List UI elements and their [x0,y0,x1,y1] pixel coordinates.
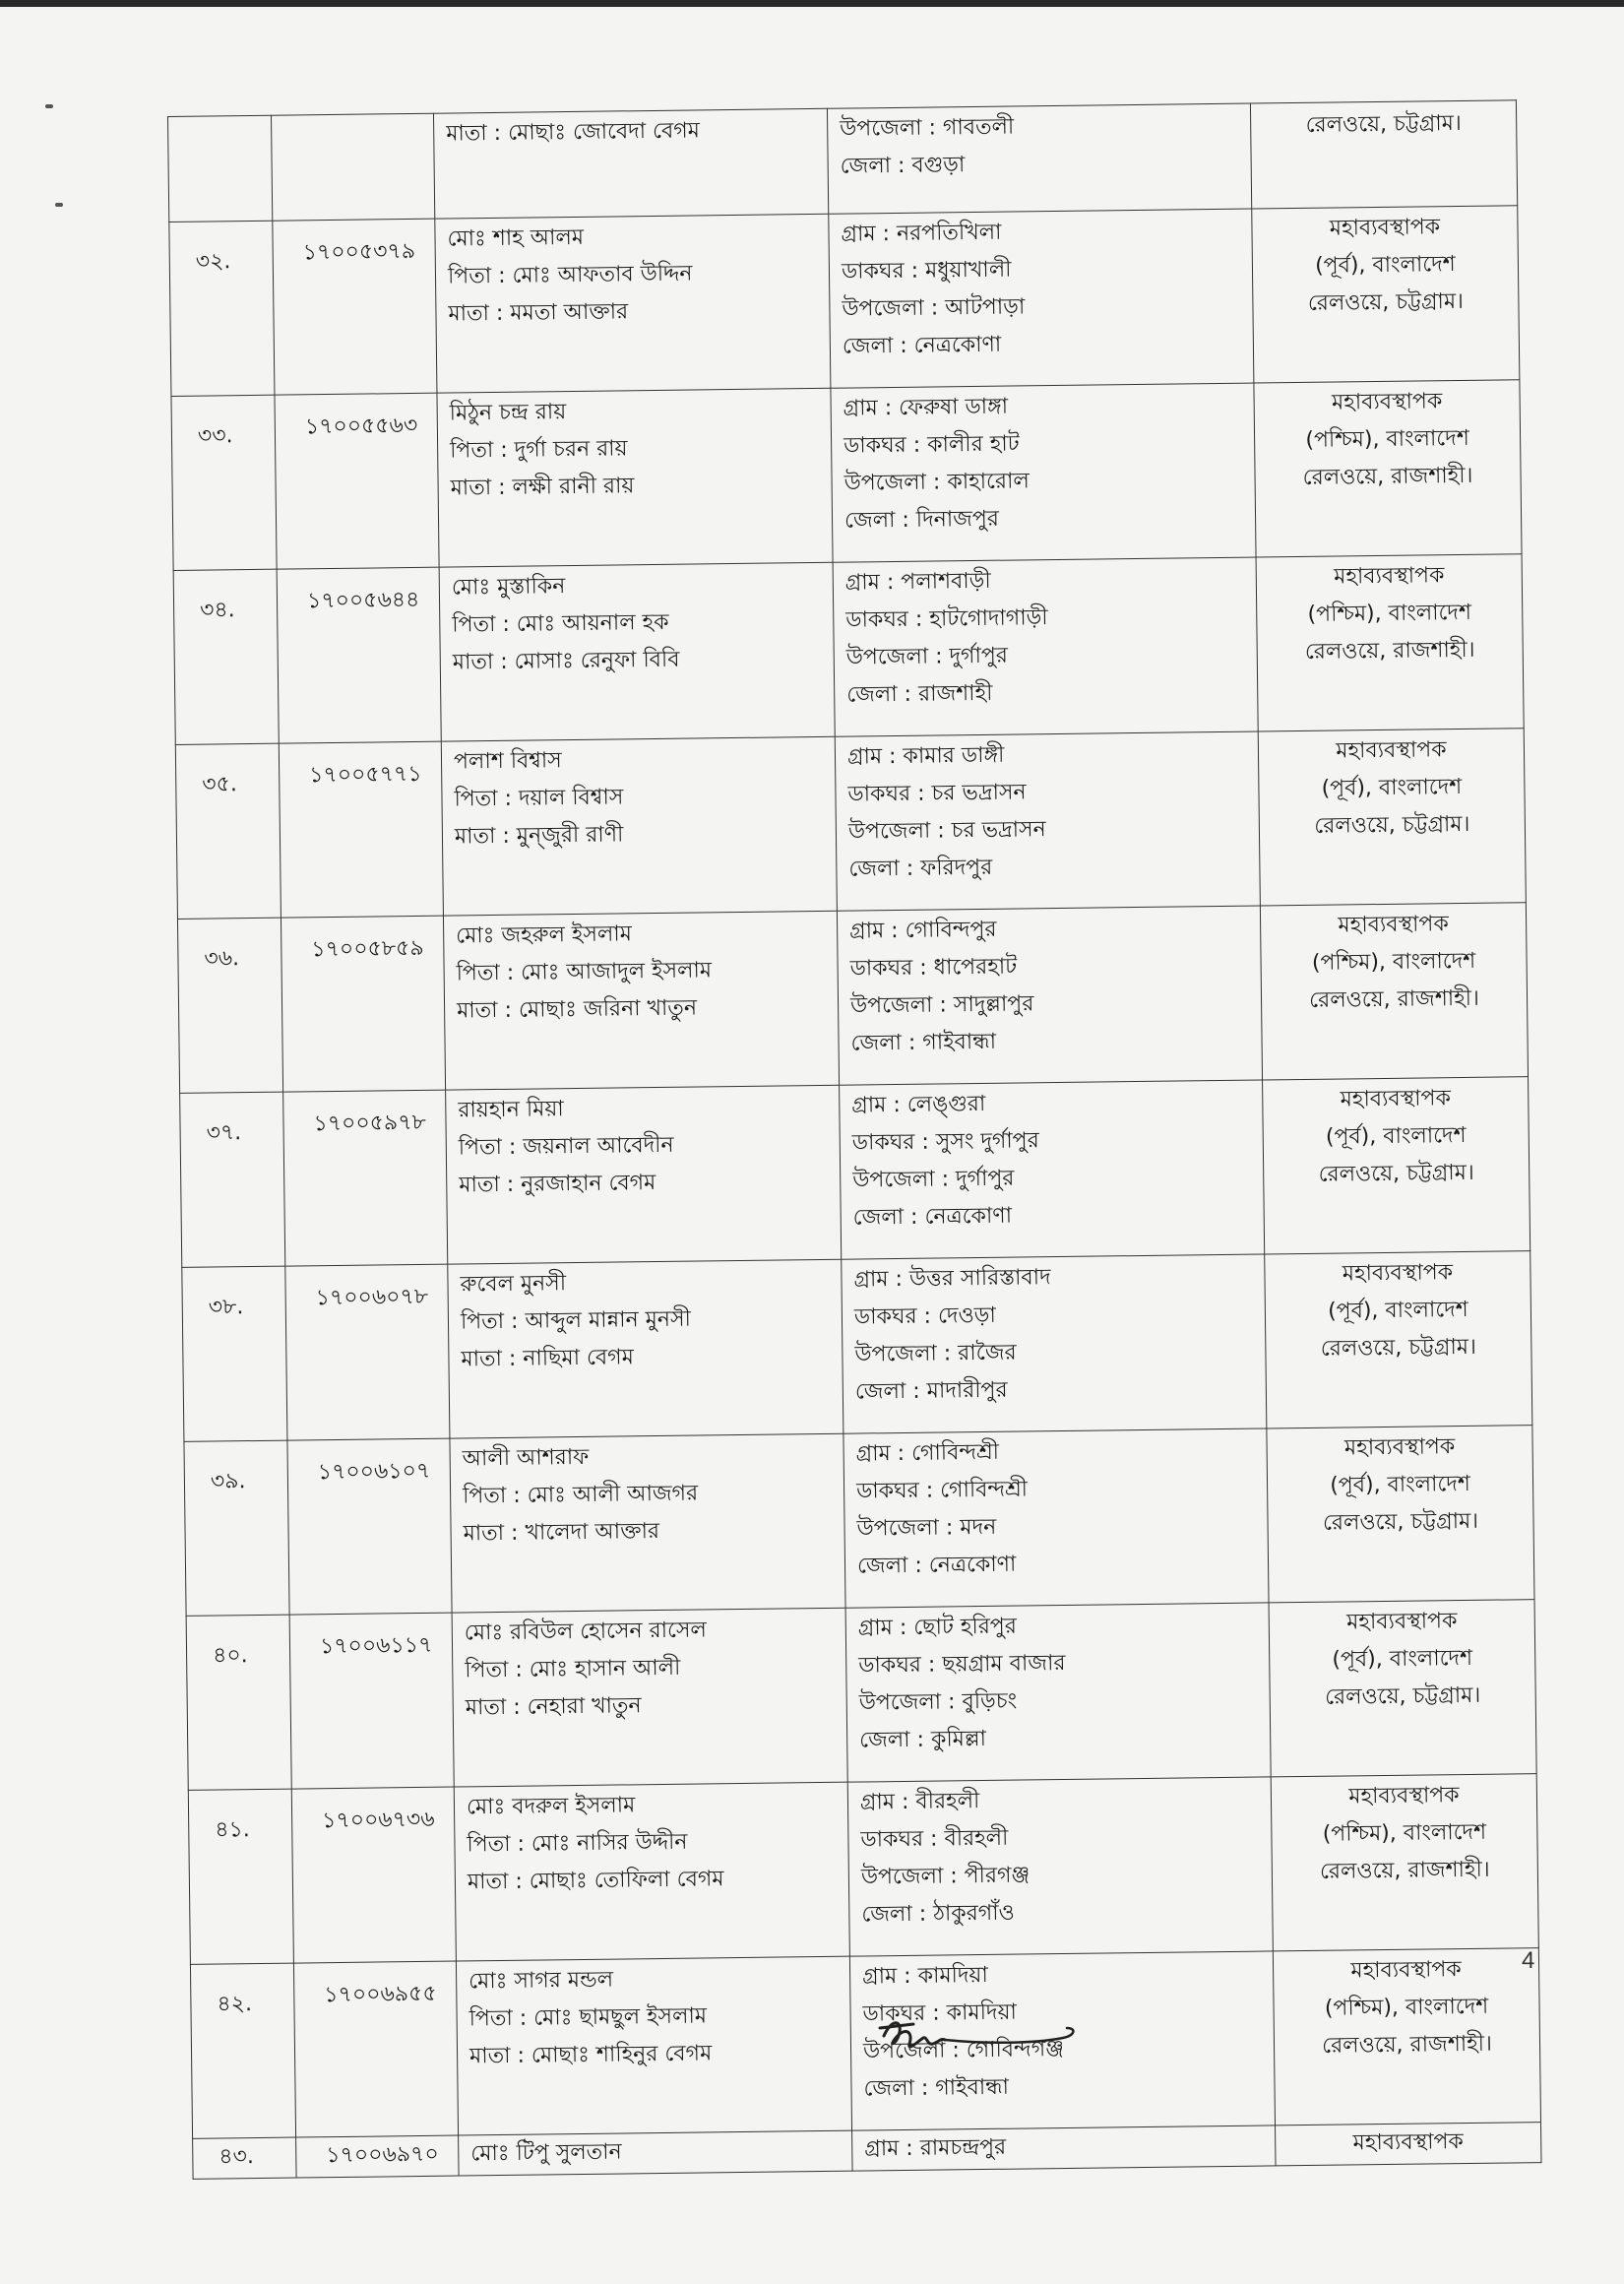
address-village: গ্রাম : পলাশবাড়ী [844,568,991,596]
office-line: (পশ্চিম), বাংলাদেশ [1307,600,1472,627]
roll-number-cell: ১৭০০৫৭৭১ [279,741,443,918]
address-cell [842,1254,1267,1433]
serial-cell: ৩৭. [180,1092,285,1267]
mother-name: মাতা : মোছাঃ শাহিনুর বেগম [468,2041,713,2069]
roll-number-cell: ১৭০০৫৯৭৮ [283,1090,448,1266]
office-line: রেলওয়ে, চট্টগ্রাম। [1314,811,1470,839]
serial-cell: ৩৮. [182,1266,287,1441]
candidate-cell [448,1259,843,1438]
address-upazila: উপজেলা : পীরগঞ্জ [860,1863,1031,1890]
candidate-cell [450,1433,845,1613]
address-cell [831,383,1256,562]
address-village: গ্রাম : ছোট হরিপুর [857,1614,1018,1641]
candidate-cell [435,214,831,393]
father-name: পিতা : মোঃ আয়নাল হক [452,609,669,638]
serial-cell: ৪২. [190,1963,295,2138]
address-cell [852,2125,1276,2171]
address-cell [827,103,1251,214]
scan-speck [45,104,53,108]
mother-name: মাতা : খালেদা আক্তার [463,1518,660,1547]
candidate-name: মোঃ সাগর মন্ডল [468,1967,614,1995]
mother-name: মাতা : নুরজাহান বেগম [459,1171,656,1198]
address-cell [835,731,1260,911]
mother-name: মাতা : মমতা আক্তার [448,299,629,327]
father-name: পিতা : মোঃ নাসির উদ্দীন [467,1829,688,1858]
address-post-office: ডাকঘর : ধাপেরহাট [849,954,1018,982]
office-cell [1265,1251,1532,1428]
address-upazila: উপজেলা : দুর্গাপুর [852,1166,1015,1193]
mother-name: মাতা : লক্ষী রানী রায় [450,474,635,501]
candidate-cell [437,388,833,567]
address-upazila: উপজেলা : মদন [856,1514,997,1542]
address-village: গ্রাম : লেঙ্গুরা [851,1091,986,1118]
office-cell [1256,554,1524,731]
candidate-name: আলী আশরাফ [462,1444,590,1472]
candidate-cell [441,736,837,916]
table-row [171,380,1522,571]
address-district: জেলা : কুমিল্লা [859,1726,987,1753]
father-name: পিতা : মোঃ আজাদুল ইসলাম [456,958,713,986]
table-row [177,903,1528,1094]
scan-top-border [0,0,1624,7]
office-line: রেলওয়ে, চট্টগ্রাম। [1318,1160,1474,1187]
office-cell [1250,100,1517,209]
candidate-name: মোঃ রবিউল হোসেন রাসেল [464,1618,707,1646]
table-row [184,1426,1534,1617]
serial-cell: ৩৯. [184,1440,289,1616]
candidate-cell [433,108,828,219]
office-line: রেলওয়ে, রাজশাহী। [1304,637,1475,665]
address-upazila: উপজেলা : দুর্গাপুর [845,643,1009,670]
roll-number-cell: ১৭০০৬৯৭০ [296,2135,459,2178]
address-cell [843,1428,1269,1608]
serial-cell: ৪৩. [193,2137,296,2179]
address-district: জেলা : রাজশাহী [846,680,993,708]
roll-number-cell: ১৭০০৬১০৭ [287,1438,452,1615]
father-name: পিতা : মোঃ আফতাব উদ্দিন [447,261,693,289]
address-upazila: উপজেলা : সাদুল্লাপুর [849,991,1034,1019]
office-line: মহাব্যবস্থাপক [1342,1260,1454,1287]
address-village: গ্রাম : ফেরুষা ডাঙ্গা [843,394,1009,421]
address-district: জেলা : নেত্রকোণা [842,332,1002,359]
roll-number-cell [271,113,434,221]
office-cell [1269,1600,1536,1777]
office-cell [1271,1774,1538,1951]
office-line: মহাব্যবস্থাপক [1352,2129,1465,2156]
office-line: মহাব্যবস্থাপক [1331,389,1443,415]
serial-cell: ৩৪. [173,569,279,744]
office-line: রেলওয়ে, চট্টগ্রাম। [1320,1334,1477,1362]
office-cell [1254,380,1522,557]
father-name: পিতা : দুর্গা চরন রায় [450,436,628,464]
office-line: (পূর্ব), বাংলাদেশ [1314,252,1456,279]
roll-number-cell: ১৭০০৬৭৩৬ [291,1787,456,1963]
address-village: গ্রাম : উত্তর সারিস্তাবাদ [853,1265,1051,1293]
address-post-office: ডাকঘর : মধুয়াখালী [841,257,1012,285]
serial-cell [168,115,273,222]
office-line: রেলওয়ে, চট্টগ্রাম। [1322,1508,1479,1536]
page-number: 4 [1522,1947,1535,1974]
table-row [188,1774,1538,1965]
address-village: গ্রাম : নরপতিখিলা [841,220,1002,247]
father-name: পিতা : আব্দুল মান্নান মুনসী [460,1306,691,1335]
table-row [182,1251,1532,1442]
serial-cell: ৩৬. [177,918,282,1093]
candidate-name: মিঠুন চন্দ্র রায় [449,400,567,426]
office-line: (পূর্ব), বাংলাদেশ [1325,1122,1467,1150]
office-line: মহাব্যবস্থাপক [1348,1783,1460,1809]
address-cell [833,557,1258,736]
office-cell [1252,206,1520,383]
serial-cell: ৩৩. [171,395,277,570]
father-name: পিতা : দয়াল বিশ্বাস [454,785,624,812]
candidate-name: মোঃ শাহ আলম [447,224,585,252]
scan-speck [55,203,63,207]
candidate-cell [452,1608,847,1787]
address-village: গ্রাম : বীরহলী [859,1789,980,1815]
office-line: (পূর্ব), বাংলাদেশ [1327,1297,1468,1324]
address-cell [829,209,1254,388]
address-village: গ্রাম : কামার ডাঙ্গী [846,742,1005,770]
address-cell [847,1777,1273,1956]
roll-number-cell: ১৭০০৬১১৭ [289,1613,454,1789]
address-district: জেলা : ফরিদপুর [848,855,993,882]
candidate-name: রুবেল মুনসী [460,1271,567,1298]
office-line: (পশ্চিম), বাংলাদেশ [1324,1994,1489,2021]
address-district: জেলা : ঠাকুরগাঁও [861,1900,1015,1928]
address-post-office: ডাকঘর : কামদিয়া [862,1999,1017,2027]
office-line: (পূর্ব), বাংলাদেশ [1321,774,1463,801]
address-district: জেলা : নেত্রকোণা [852,1203,1013,1231]
candidate-name: রায়হান মিয়া [458,1097,564,1123]
father-name: পিতা : মোঃ হাসান আলী [465,1655,681,1683]
address-village: গ্রাম : গোবিন্দশ্রী [855,1439,1000,1467]
candidate-name: মোঃ টিপু সুলতান [470,2139,622,2167]
address-cell [845,1603,1271,1782]
address-district: জেলা : গাইবান্ধা [863,2074,1010,2102]
mother-name: মাতা : মোছাঃ জরিনা খাতুন [456,995,698,1024]
mother-name: মাতা : মুন্জুরী রাণী [454,822,624,850]
roll-number-cell: ১৭০০৫৬৪৪ [277,567,441,743]
address-village: গ্রাম : রামচন্দ্রপুর [864,2134,1007,2162]
roll-number-cell: ১৭০০৫৩৭৯ [273,219,437,395]
father-name: পিতা : জয়নাল আবেদীন [458,1132,674,1161]
mother-name: মাতা : নাছিমা বেগম [461,1345,635,1372]
candidate-cell [443,911,839,1090]
office-line: মহাব্যবস্থাপক [1336,737,1447,764]
address-district: জেলা : নেত্রকোণা [856,1552,1017,1579]
address-upazila: উপজেলা : বুড়িচং [858,1688,1018,1716]
address-district: জেলা : দিনাজপুর [843,506,1000,534]
address-district: জেলা : বগুড়া [840,153,966,179]
table-row [180,1077,1530,1268]
office-cell [1263,1077,1530,1254]
signature [866,1998,1102,2077]
candidate-name: মোঃ মুস্তাকিন [451,574,566,601]
mother-name: মাতা : নেহারা খাতুন [465,1693,642,1721]
address-post-office: ডাকঘর : হাটগোদাগাড়ী [845,605,1048,633]
roll-number-cell: ১৭০০৬৯৫৫ [293,1961,458,2137]
address-upazila: উপজেলা : রাজৈর [854,1340,1017,1367]
office-line: রেলওয়ে, চট্টগ্রাম। [1307,288,1465,316]
candidate-name: পলাশ বিশ্বাস [453,748,562,775]
address-upazila: উপজেলা : চর ভদ্রাসন [847,817,1046,845]
address-post-office: ডাকঘর : দেওড়া [853,1302,996,1330]
address-district: জেলা : মাদারীপুর [854,1377,1008,1405]
office-line: রেলওয়ে, রাজশাহী। [1309,985,1480,1013]
father-name: পিতা : মোঃ আলী আজগর [462,1481,699,1509]
table-row [173,554,1524,745]
mother-name: মাতা : মোছাঃ জোবেদা বেগম [446,118,701,147]
office-cell [1260,903,1528,1080]
address-post-office: ডাকঘর : ছয়গ্রাম বাজার [858,1650,1066,1679]
address-upazila: উপজেলা : গোবিন্দগঞ্জ [862,2037,1065,2064]
table-row-continued [168,100,1518,222]
address-post-office: ডাকঘর : চর ভদ্রাসন [847,780,1027,807]
office-line: মহাব্যবস্থাপক [1329,215,1441,241]
office-line: রেলওয়ে, রাজশাহী। [1319,1857,1490,1884]
candidate-cell [439,562,835,741]
table-body [168,100,1541,2180]
address-upazila: উপজেলা : কাহারোল [843,469,1030,496]
address-post-office: ডাকঘর : গোবিন্দশ্রী [855,1477,1029,1504]
address-post-office: ডাকঘর : সুসং দুর্গাপুর [851,1128,1039,1156]
office-line: মহাব্যবস্থাপক [1343,1434,1456,1461]
candidate-cell [446,1085,842,1264]
office-line: রেলওয়ে, চট্টগ্রাম। [1305,110,1462,138]
address-post-office: ডাকঘর : বীরহলী [860,1825,1009,1853]
address-upazila: উপজেলা : গাবতলী [840,114,1015,142]
father-name: পিতা : মোঃ ছামছুল ইসলাম [468,2003,708,2032]
address-village: গ্রাম : গোবিন্দপুর [849,917,997,944]
office-line: (পশ্চিম), বাংলাদেশ [1311,948,1476,976]
office-cell [1267,1426,1534,1603]
candidate-name: মোঃ বদরুল ইসলাম [466,1793,636,1820]
office-cell [1276,2123,1541,2166]
address-post-office: ডাকঘর : কালীর হাট [843,431,1020,459]
office-cell [1273,1948,1540,2125]
roll-number-cell: ১৭০০৫৫৬৩ [275,393,439,569]
office-line: মহাব্যবস্থাপক [1340,1086,1452,1112]
office-line: (পূর্ব), বাংলাদেশ [1330,1471,1471,1498]
office-line: রেলওয়ে, রাজশাহী। [1322,2031,1493,2059]
office-line: রেলওয়ে, রাজশাহী। [1302,463,1473,490]
candidate-name: মোঃ জহরুল ইসলাম [456,921,633,949]
office-line: রেলওয়ে, চট্টগ্রাম। [1325,1682,1481,1710]
results-table [167,99,1542,2180]
roll-number-cell: ১৭০০৬০৭৮ [285,1264,450,1440]
office-cell [1258,729,1526,906]
roll-number-cell: ১৭০০৫৮৫৯ [281,916,445,1092]
candidate-cell [454,1782,849,1961]
serial-cell: ৪১. [188,1789,293,1964]
mother-name: মাতা : মোছাঃ তোফিলা বেগম [467,1867,724,1895]
serial-cell: ৩২. [169,221,275,396]
candidate-cell [456,1956,851,2135]
address-cell [837,906,1262,1085]
serial-cell: ৪০. [186,1615,291,1790]
office-line: (পশ্চিম), বাংলাদেশ [1322,1819,1487,1847]
mother-name: মাতা : মোসাঃ রেনুফা বিবি [452,647,680,675]
office-line: (পূর্ব), বাংলাদেশ [1332,1645,1473,1673]
table-row [186,1600,1536,1791]
address-district: জেলা : গাইবান্ধা [850,1029,997,1056]
address-upazila: উপজেলা : আটপাড়া [842,294,1026,322]
office-line: মহাব্যবস্থাপক [1350,1957,1462,1984]
office-line: মহাব্যবস্থাপক [1345,1609,1458,1635]
table-row [169,206,1520,397]
office-line: (পশ্চিম), বাংলাদেশ [1305,425,1469,453]
office-line: মহাব্যবস্থাপক [1333,563,1445,590]
address-village: গ্রাম : কামদিয়া [861,1962,988,1990]
office-line: মহাব্যবস্থাপক [1338,912,1449,938]
table-row [175,729,1526,920]
serial-cell: ৩৫. [175,743,281,919]
address-cell [840,1080,1265,1259]
candidate-cell [459,2130,852,2176]
